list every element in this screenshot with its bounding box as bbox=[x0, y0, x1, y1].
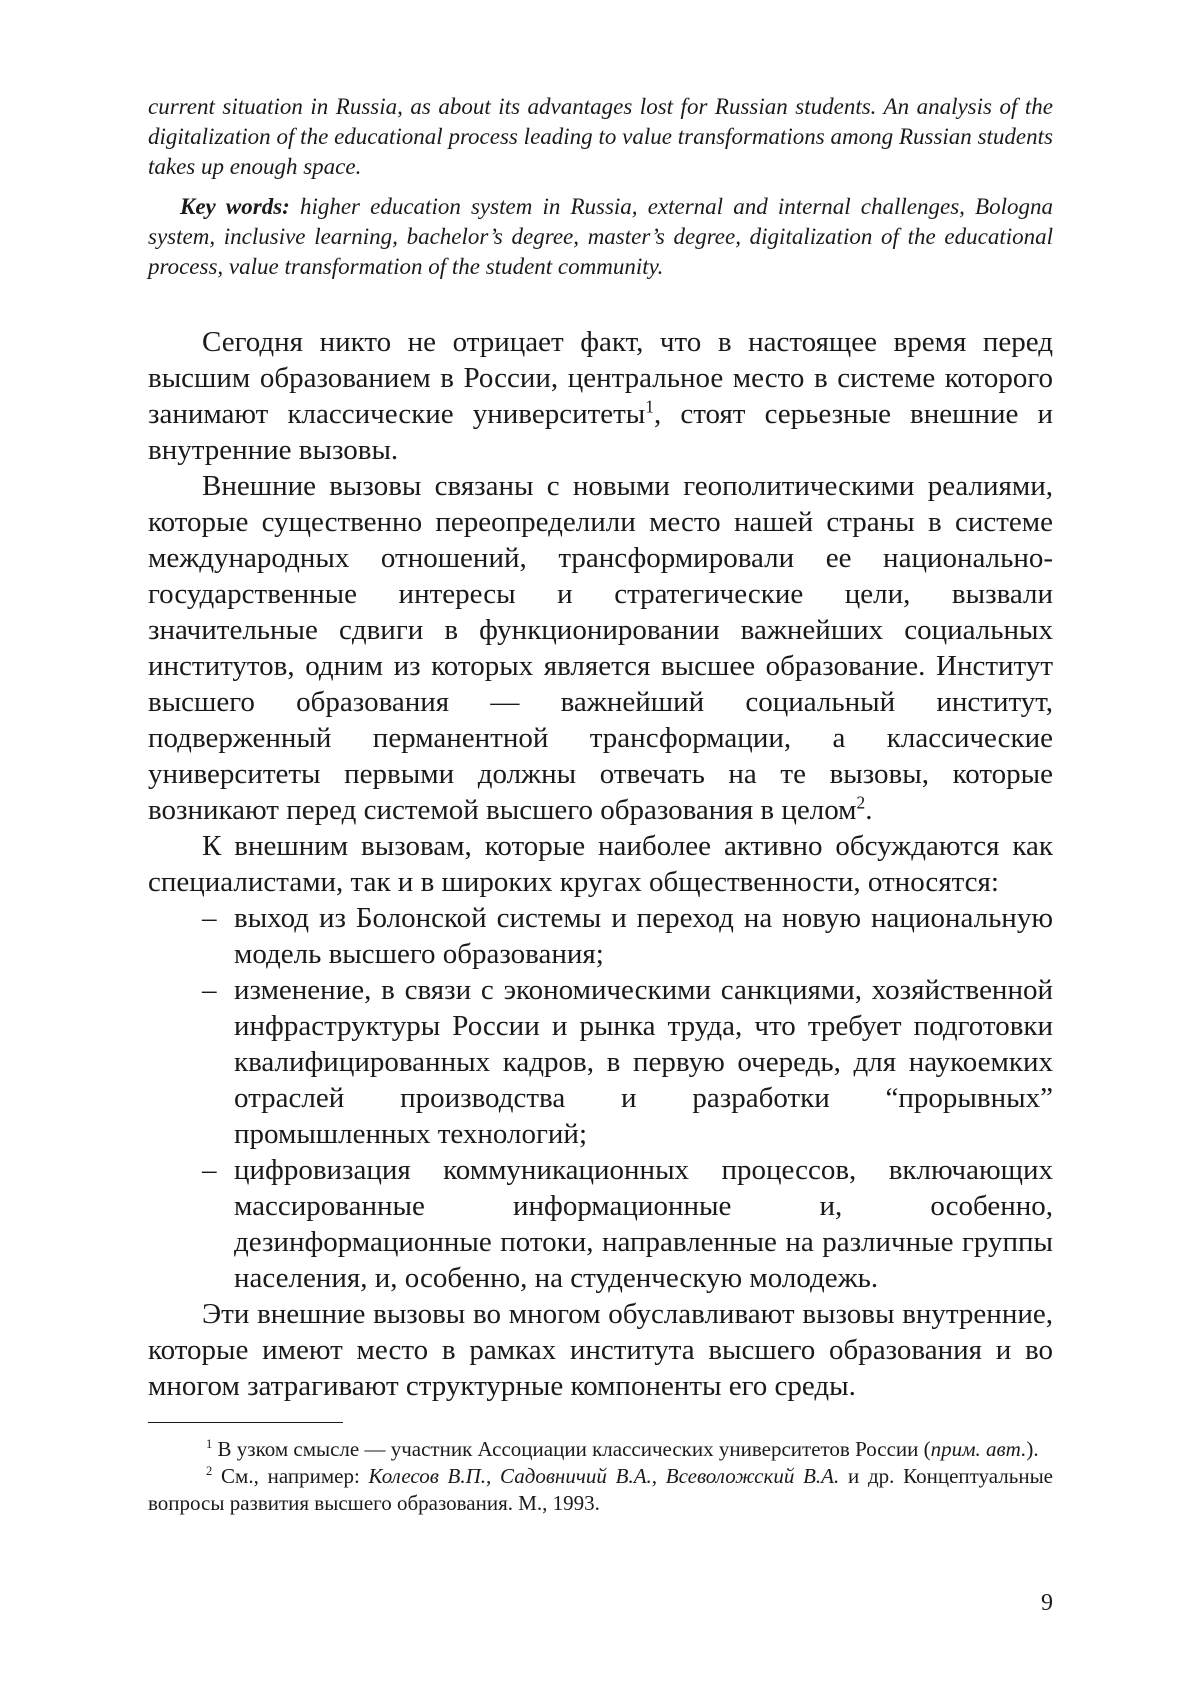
paragraph-4: Эти внешние вызовы во многом обуславливают вызовы внутренние, которые имеют место в рамках института высшего образования и во многом затрагивают структурные компоненты его среды. bbox=[148, 1296, 1053, 1404]
list-item bbox=[148, 972, 1053, 1152]
list-item-text: выход из Болонской системы и переход на новую национальную модель высшего образования; bbox=[234, 902, 1053, 970]
footnote-1-mark: 1 bbox=[206, 1437, 212, 1451]
footnote-ref-1: 1 bbox=[645, 396, 654, 416]
abstract-text: current situation in Russia, as about its advantages lost for Russian students. An analysis of the digitalization of the educational process leading to value transformations among Russian students takes up enough space. bbox=[148, 92, 1053, 182]
footnote-1 bbox=[148, 1436, 1053, 1463]
keywords-text: higher education system in Russia, external and internal challenges, Bologna system, inclusive learning, bachelor’s degree, master’s degree, digitalization of the educational process, value transformation of the student community. bbox=[148, 194, 1053, 279]
keywords-label: Key words: bbox=[180, 194, 290, 219]
paragraph-1 bbox=[148, 324, 1053, 468]
footnote-1-text: В узком смысле — участник Ассоциации классических университетов России ( bbox=[212, 1437, 930, 1461]
list-item-text: изменение, в связи с экономическими санкциями, хозяйственной инфраструктуры России и рынка труда, что требует подготовки квалифицированных кадров, в первую очередь, для наукоемких отраслей производства и разработки “прорывных” промышленных технологий; bbox=[234, 974, 1053, 1150]
list-item bbox=[148, 1152, 1053, 1296]
paragraph-1-text: Сегодня никто не отрицает факт, что в настоящее время перед высшим образованием в России, центральное место в системе которого занимают классические университеты bbox=[148, 326, 1053, 430]
list-item-text: цифровизация коммуникационных процессов, включающих массированные информационные и, особенно, дезинформационные потоки, направленные на различные группы населения, и, особенно, на студенческую молодежь. bbox=[234, 1154, 1053, 1294]
list-dash: – bbox=[202, 1152, 217, 1188]
document-page bbox=[0, 0, 1200, 1703]
footnote-2-mark: 2 bbox=[206, 1464, 212, 1478]
footnote-2-authors: Колесов В.П., Садовничий В.А., Всеволожский В.А. bbox=[369, 1464, 840, 1488]
main-text bbox=[148, 324, 1053, 1404]
footnote-1-end: ). bbox=[1026, 1437, 1038, 1461]
page-number: 9 bbox=[1041, 1590, 1053, 1617]
footnotes bbox=[148, 1436, 1053, 1517]
list-item bbox=[148, 900, 1053, 972]
abstract bbox=[148, 92, 1053, 282]
footnote-ref-2: 2 bbox=[857, 792, 866, 812]
paragraph-3: К внешним вызовам, которые наиболее активно обсуждаются как специалистами, так и в широких кругах общественности, относятся: bbox=[148, 828, 1053, 900]
paragraph-1-tail: , стоят серьезные внешние и внутренние вызовы. bbox=[148, 398, 1053, 466]
paragraph-2 bbox=[148, 468, 1053, 828]
challenges-list bbox=[148, 900, 1053, 1296]
paragraph-2-text: Внешние вызовы связаны с новыми геополитическими реалиями, которые существенно переопределили место нашей страны в системе международных отношений, трансформировали ее национально-государственные интересы и стратегические цели, вызвали значительные сдвиги в функционировании важнейших социальных институтов, одним из которых является высшее образование. Институт высшего образования — важнейший социальный институт, подверженный перманентной трансформации, а классические университеты первыми должны отвечать на те вызовы, которые возникают перед системой высшего образования в целом bbox=[148, 470, 1053, 826]
list-dash: – bbox=[202, 900, 217, 936]
footnote-2-text: См., например: bbox=[212, 1464, 368, 1488]
footnote-2-end: и др. Концептуальные вопросы развития высшего образования. М., 1993. bbox=[148, 1464, 1053, 1515]
footnote-divider bbox=[148, 1422, 343, 1423]
footnote-1-italic: прим. авт. bbox=[931, 1437, 1027, 1461]
list-dash: – bbox=[202, 972, 217, 1008]
paragraph-2-tail: . bbox=[865, 794, 872, 826]
keywords bbox=[148, 192, 1053, 282]
footnote-2 bbox=[148, 1463, 1053, 1517]
